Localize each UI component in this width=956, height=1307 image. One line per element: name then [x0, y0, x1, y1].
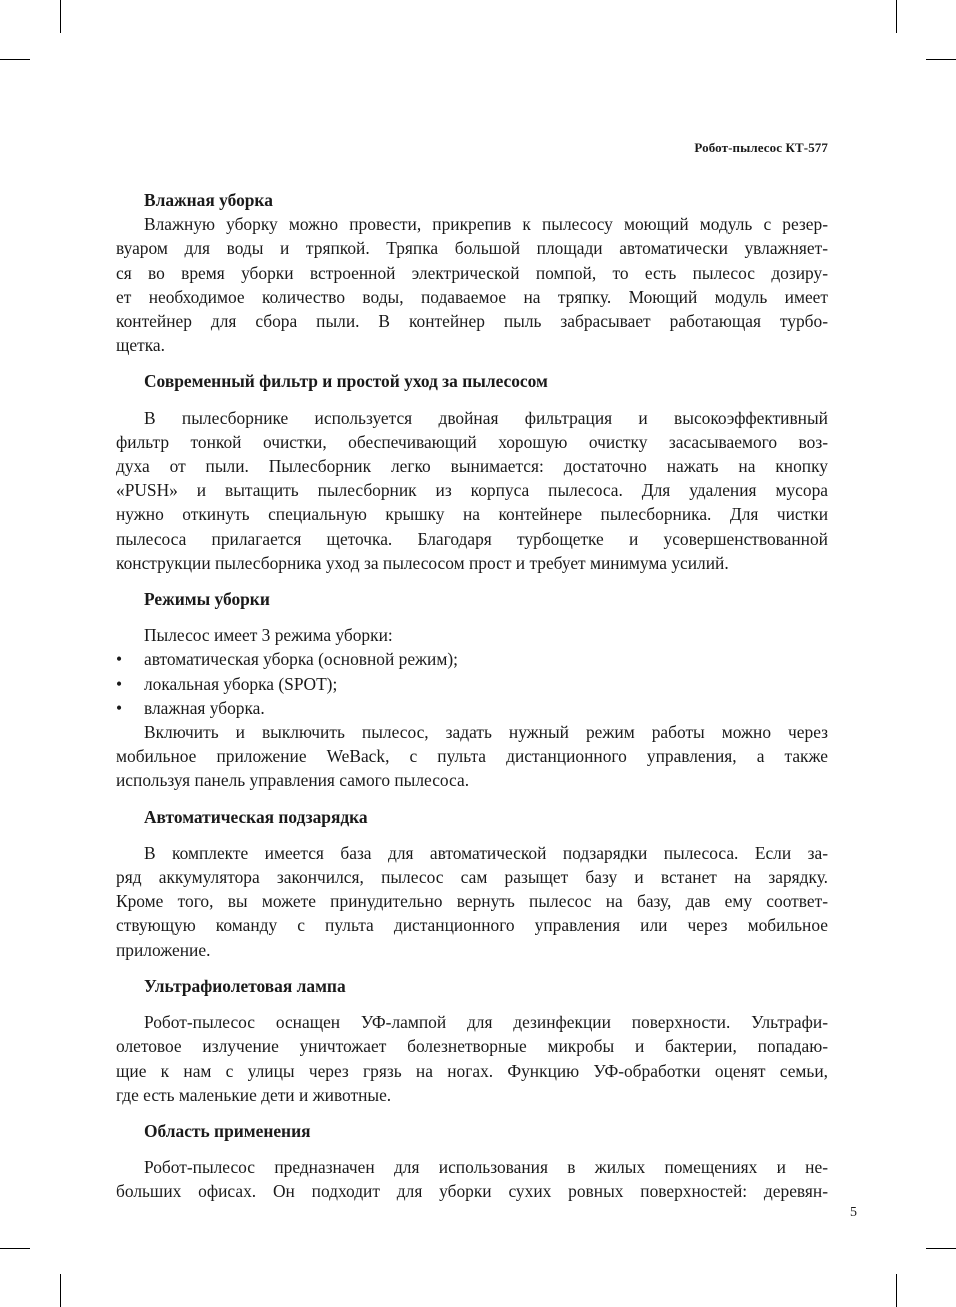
page-number: 5 [850, 1205, 857, 1220]
text-line: Робот-пылесос предназначен для использования в жилых помещениях и не- [144, 1157, 828, 1178]
text-line: конструкции пылесборника уход за пылесосом прост и требует минимума усилий. [116, 552, 729, 573]
text-line: олетовое излучение уничтожает болезнетворные микробы и бактерии, попадаю- [116, 1036, 828, 1057]
text-line: Робот-пылесос оснащен УФ-лампой для дезинфекции поверхности. Ультрафи- [144, 1012, 828, 1033]
text-line: нужно откинуть специальную крышку на контейнере пылесборника. Для чистки [116, 504, 828, 525]
list-item: • автоматическая уборка (основной режим); [116, 647, 828, 671]
bullet-icon: • [116, 649, 123, 670]
text-line: где есть маленькие дети и животные. [116, 1084, 392, 1105]
crop-mark-bottom-left-horizontal [0, 1248, 30, 1249]
crop-mark-top-left-horizontal [0, 59, 30, 60]
crop-mark-bottom-left-vertical [60, 1274, 61, 1307]
bullet-icon: • [116, 697, 123, 718]
paragraph-uv-lamp [116, 1010, 828, 1107]
section-title-application-area: Область применения [144, 1120, 311, 1141]
crop-mark-top-left-vertical [60, 0, 61, 33]
crop-mark-bottom-right-horizontal [926, 1248, 956, 1249]
paragraph-filter [116, 406, 828, 575]
running-head: Робот-пылесос КТ-577 [694, 140, 828, 155]
paragraph-modes-intro [116, 623, 828, 647]
text-line: фильтр тонкой очистки, обеспечивающий хорошую очистку засасываемого воз- [116, 431, 828, 452]
crop-mark-top-right-vertical [896, 0, 897, 33]
text-line: Включить и выключить пылесос, задать нужный режим работы можно через [144, 722, 828, 743]
text-line: ряд аккумулятора закончился, пылесос сам разыщет базу и встанет на зарядку. [116, 867, 828, 888]
text-line: больших офисах. Он подходит для уборки сухих ровных поверхностей: деревян- [116, 1181, 828, 1202]
page-body [116, 188, 828, 1204]
text-line: ся во время уборки встроенной электрической помпой, то есть пылесос дозиру- [116, 262, 828, 283]
crop-mark-top-right-horizontal [926, 59, 956, 60]
text-line: ствующую команду с пульта дистанционного управления или через мобильное [116, 915, 828, 936]
crop-mark-bottom-right-vertical [896, 1274, 897, 1307]
section-title-cleaning-modes: Режимы уборки [144, 589, 270, 610]
section-title-filter: Современный фильтр и простой уход за пылесосом [144, 371, 548, 392]
section-title-wet-cleaning: Влажная уборка [144, 190, 273, 210]
list-item: • влажная уборка. [116, 696, 828, 720]
text-line: духа от пыли. Пылесборник легко вынимается: достаточно нажать на кнопку [116, 456, 828, 477]
text-line: В комплекте имеется база для автоматической подзарядки пылесоса. Если за- [144, 842, 828, 863]
bullet-icon: • [116, 673, 123, 694]
text-line: «PUSH» и вытащить пылесборник из корпуса пылесоса. Для удаления мусора [116, 480, 828, 501]
text-line: пылесоса прилагается щеточка. Благодаря турбощетке и усовершенствованной [116, 528, 828, 549]
cleaning-modes-list [116, 647, 828, 720]
text-line: щетка. [116, 335, 165, 356]
text-line: Кроме того, вы можете принудительно вернуть пылесос на базу, дав ему соответ- [116, 891, 828, 912]
list-item: • локальная уборка (SPOT); [116, 672, 828, 696]
text-line: Влажную уборку можно провести, прикрепив к пылесосу моющий модуль с резер- [144, 214, 828, 235]
text-line: В пылесборнике используется двойная фильтрация и высокоэффективный [144, 407, 828, 428]
text-line: контейнер для сбора пыли. В контейнер пыль забрасывает работающая турбо- [116, 311, 828, 332]
text-line: используя панель управления самого пылесоса. [116, 770, 470, 791]
text-line: ет необходимое количество воды, подаваемое на тряпку. Моющий модуль имеет [116, 286, 828, 307]
section-title-uv-lamp: Ультрафиолетовая лампа [144, 975, 346, 996]
text-line: Пылесос имеет 3 режима уборки: [144, 625, 393, 646]
section-title-auto-charging: Автоматическая подзарядка [144, 806, 368, 827]
paragraph-application-area [116, 1155, 828, 1203]
text-line: мобильное приложение WeBack, с пульта дистанционного управления, а также [116, 746, 828, 767]
paragraph-modes-control [116, 720, 828, 793]
paragraph-wet-cleaning [116, 212, 828, 357]
text-line: щие к нам с улицы через грязь на ногах. Функцию УФ-обработки оценят семьи, [116, 1060, 828, 1081]
text-line: приложение. [116, 939, 211, 960]
paragraph-auto-charging [116, 841, 828, 962]
text-line: вуаром для воды и тряпкой. Тряпка большой площади автоматически увлажняет- [116, 238, 828, 259]
